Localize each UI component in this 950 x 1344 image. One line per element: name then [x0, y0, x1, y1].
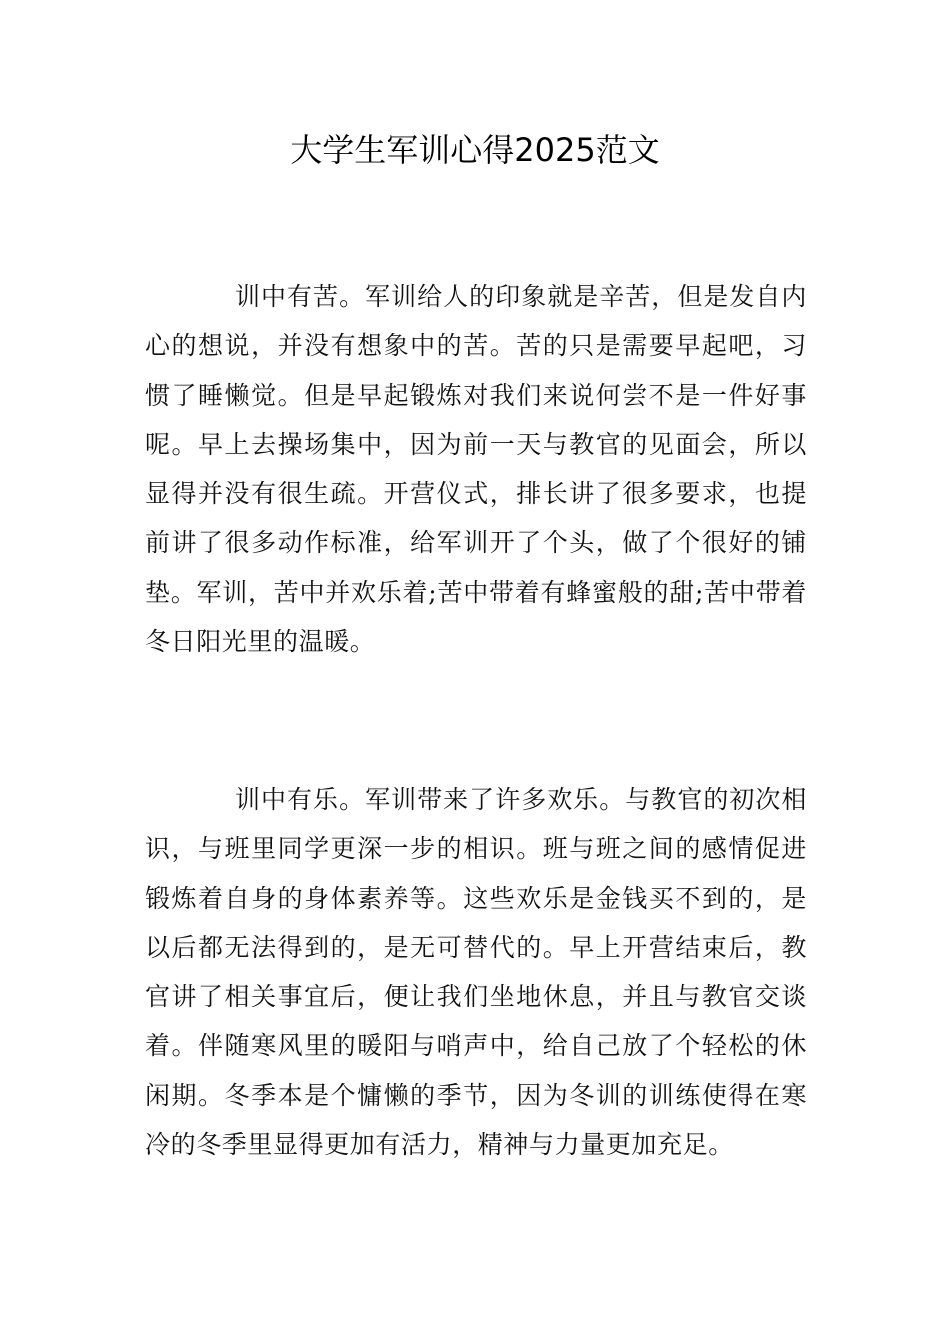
paragraph: 训中有乐。军训带来了许多欢乐。与教官的初次相识，与班里同学更深一步的相识。班与班之间的感情促进锻炼着自身的身体素养等。这些欢乐是金钱买不到的，是以后都无法得到的，是无可替代的。早上开营结束后，教官讲了相关事宜后，便让我们坐地休息，并且与教官交谈着。伴随寒风里的暖阳与哨声中，给自己放了个轻松的休闲期。冬季本是个慵懒的季节，因为冬训的训练使得在寒冷的冬季里显得更加有活力，精神与力量更加充足。: [145, 785, 807, 1160]
paragraph: 训中有苦。军训给人的印象就是辛苦，但是发自内心的想说，并没有想象中的苦。苦的只是需要早起吧，习惯了睡懒觉。但是早起锻炼对我们来说何尝不是一件好事呢。早上去操场集中，因为前一天与教官的见面会，所以显得并没有很生疏。开营仪式，排长讲了很多要求，也提前讲了很多动作标准，给军训开了个头，做了个很好的铺垫。军训，苦中并欢乐着;苦中带着有蜂蜜般的甜;苦中带着冬日阳光里的温暖。: [145, 282, 807, 657]
document-title: 大学生军训心得2025范文: [290, 131, 660, 169]
